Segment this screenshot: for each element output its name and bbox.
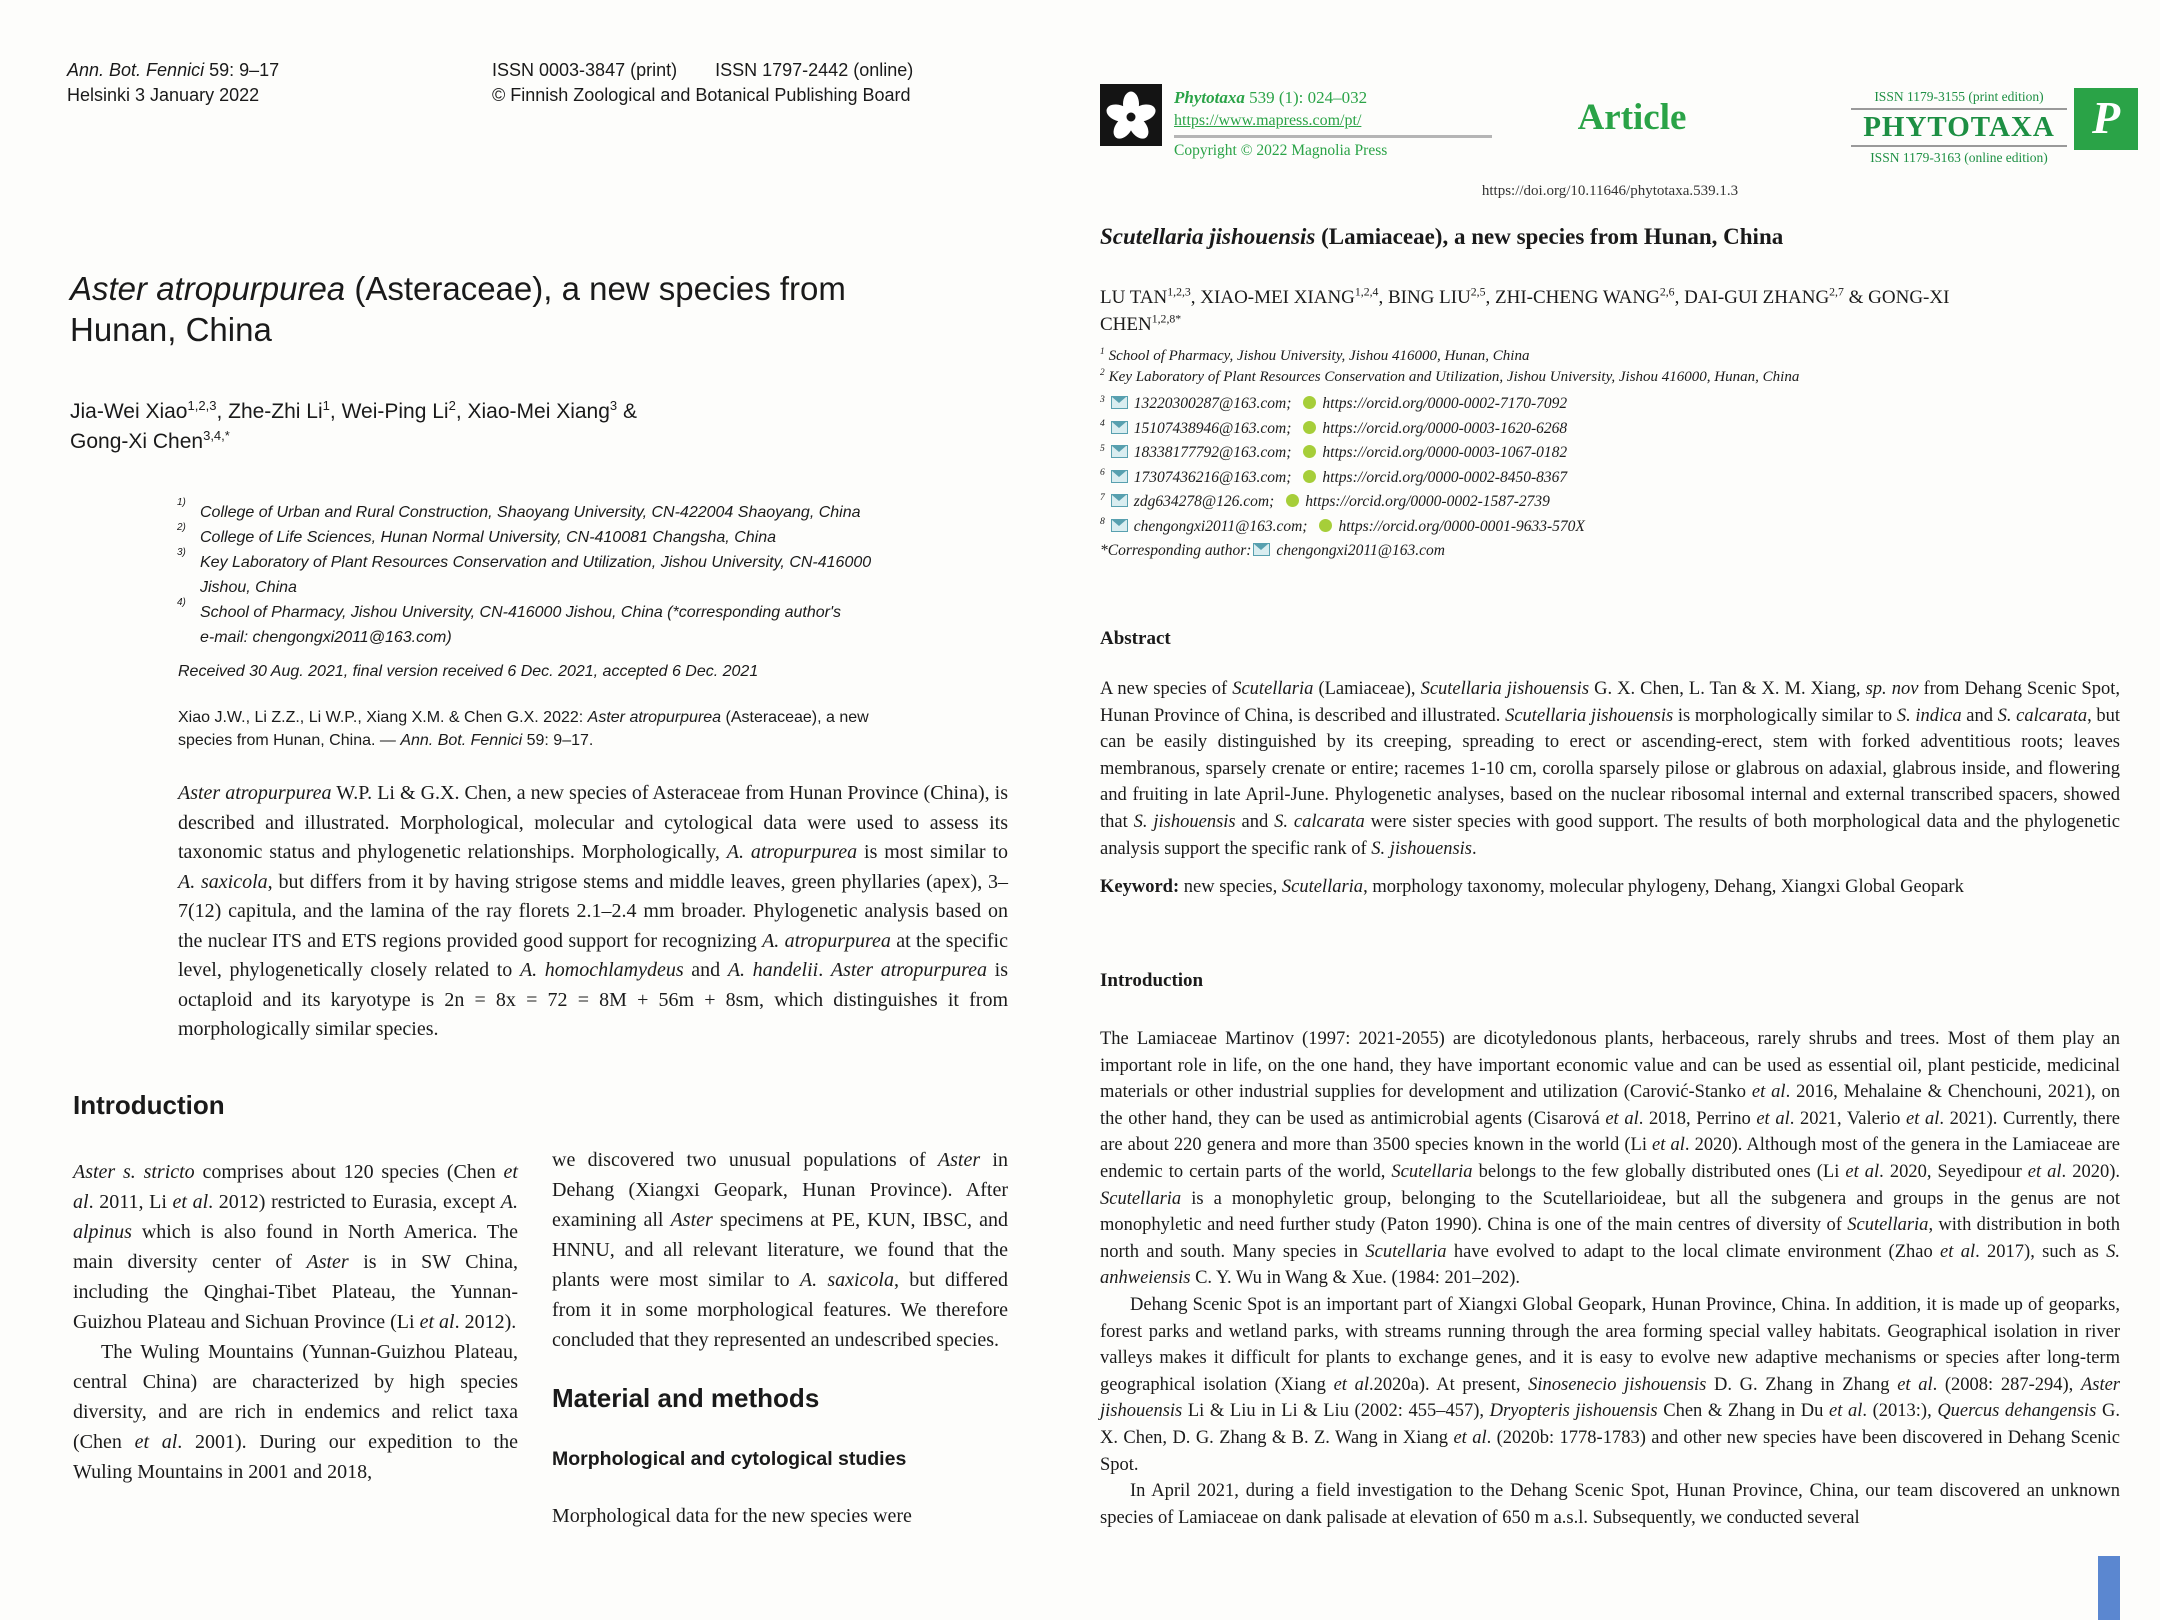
email-row [1100, 392, 2120, 417]
paper-title: Scutellaria jishouensis (Lamiaceae), a new species from Hunan, China [1100, 224, 1784, 249]
author-number: 4 [1100, 418, 1105, 430]
envelope-icon [1111, 396, 1128, 409]
phytotaxa-flower-logo [1100, 84, 1162, 146]
issn-online: ISSN 1797-2442 (online) [715, 60, 914, 80]
affiliations-list [177, 497, 1006, 650]
author-number: 7 [1100, 491, 1105, 503]
envelope-icon [1111, 470, 1128, 483]
issn-print: ISSN 0003-3847 (print) [492, 60, 678, 80]
envelope-icon [1111, 494, 1128, 507]
envelope-icon [1111, 519, 1128, 532]
issn-online-line: ISSN 1179-3163 (online edition) [1870, 150, 2048, 165]
affiliation-text: Key Laboratory of Plant Resources Conservation and Utilization, Jishou University, CN-416000 Jishou, China [200, 554, 872, 596]
email-row [1100, 515, 2120, 540]
phytotaxa-issn-box [1851, 88, 2067, 167]
recommended-citation: Xiao J.W., Li Z.Z., Li W.P., Xiang X.M. & Chen G.X. 2022: Aster atropurpurea (Asteraceae), a new species from Hunan, China. — Ann. Bot. Fennici 59: 9–17. [178, 709, 869, 749]
orcid-link[interactable]: https://orcid.org/0000-0002-1587-2739 [1305, 493, 1550, 510]
journal-citation-block [67, 58, 279, 108]
mapress-url-link[interactable]: https://www.mapress.com/pt/ [1174, 112, 1362, 129]
publisher-copyright-line: © Finnish Zoological and Botanical Publishing Board [492, 85, 911, 105]
phytotaxa-p-logo: P [2074, 88, 2138, 150]
paper-title: Aster atropurpurea (Asteraceae), a new species from Hunan, China [70, 270, 846, 348]
orcid-link[interactable]: https://orcid.org/0000-0003-1620-6268 [1322, 419, 1568, 437]
email-row [1100, 417, 2120, 442]
intro-paragraph-3: we discovered two unusual populations of Aster in Dehang (Xiangxi Geopark, Hunan Province). After examining all Aster specimens at PE, KUN, IBSC, and HNNU, and all relevant literature, we found that the plants were most similar to A. saxicola, but differed from it in some morphological features. We therefore concluded that they represented an undescribed species. [552, 1149, 1008, 1351]
affiliation-number: 1 [1100, 347, 1105, 357]
affiliation-item: 4) School of Pharmacy, Jishou University, CN-416000 Jishou, China (*corresponding author's e-mail: chengongxi2011@163.com) [177, 597, 841, 646]
author-emails-list [1100, 392, 2120, 564]
methods-subheading: Morphological and cytological studies [552, 1448, 907, 1470]
received-dates-line: Received 30 Aug. 2021, final version received 6 Dec. 2021, accepted 6 Dec. 2021 [178, 663, 759, 680]
affiliation-item: 3) Key Laboratory of Plant Resources Conservation and Utilization, Jishou University, CN-416000 Jishou, China [177, 547, 872, 596]
affiliation-text: School of Pharmacy, Jishou University, CN-416000 Jishou, China (*corresponding author's e-mail: chengongxi2011@163.com) [200, 604, 841, 646]
keywords-line: Keyword: new species, Scutellaria, morphology taxonomy, molecular phylogeny, Dehang, Xiangxi Global Geopark [1100, 877, 1964, 897]
corresponding-label: *Corresponding author: [1100, 542, 1252, 559]
author-email-link[interactable]: 13220300287@163.com; [1133, 395, 1292, 412]
orcid-icon [1286, 494, 1299, 507]
intro-column-left [73, 1090, 518, 1487]
orcid-link[interactable]: https://orcid.org/0000-0002-7170-7092 [1322, 395, 1568, 412]
article-type-badge: Article [1577, 97, 1687, 138]
email-row [1100, 490, 2120, 515]
issn-block [492, 58, 1012, 108]
orcid-icon [1303, 445, 1316, 458]
affiliation-text: College of Urban and Rural Construction, Shaoyang University, CN-422004 Shaoyang, China [200, 504, 861, 521]
affiliation-text: Key Laboratory of Plant Resources Conservation and Utilization, Jishou University, Jishou 416000, Hunan, China [1108, 369, 1800, 385]
author-number: 8 [1100, 516, 1105, 528]
abstract-heading: Abstract [1100, 628, 1171, 649]
affiliation-item: 1) College of Urban and Rural Construction, Shaoyang University, CN-422004 Shaoyang, China [177, 497, 861, 521]
issn-print-line: ISSN 1179-3155 (print edition) [1874, 89, 2044, 104]
intro-paragraph-2: The Wuling Mountains (Yunnan-Guizhou Plateau, central China) are characterized by high species diversity, and are rich in endemics and relict taxa (Chen et al. 2001). During our expedition to the Wuling Mountains in 2001 and 2018, [73, 1341, 518, 1483]
journal-volume-line: Ann. Bot. Fennici 59: 9–17 [67, 60, 280, 80]
journal-info-block [1174, 86, 1504, 161]
introduction-body [1100, 1026, 2120, 1531]
author-email-link[interactable]: 18338177792@163.com; [1133, 444, 1292, 461]
orcid-icon [1303, 421, 1316, 434]
author-email-link[interactable]: 17307436216@163.com; [1133, 468, 1292, 486]
affiliation-text: College of Life Sciences, Hunan Normal University, CN-410081 Changsha, China [200, 529, 776, 546]
email-row [1100, 466, 2120, 491]
intro-paragraph-1: The Lamiaceae Martinov (1997: 2021-2055) are dicotyledonous plants, herbaceous, rarely shrubs and trees. Most of them play an important role in life, on the one hand, they have important economic value and can be used as essential oil, plant pesticide, medicinal materials or other industrial supplies for development and utilization (Carović-Stanko et al. 2016, Mehalaine & Chenchouni, 2021), on the other hand, they can be used as antimicrobial agents (Cisarová et al. 2018, Perrino et al. 2021, Valerio et al. 2021). Currently, there are about 220 genera and more than 3500 species known in the world (Li et al. 2020). Although most of the genera in the Lamiaceae are endemic to certain parts of the world, Scutellaria belongs to the few globally distributed ones (Li et al. 2020, Seyedipour et al. 2020). Scutellaria is a monophyletic group, belonging to the Scutellarioideae, but all the subgenera and groups in the genus are not monophyletic and need further study (Paton 1990). China is one of the main centres of diversity of Scutellaria, with distribution in both north and south. Many species in Scutellaria have evolved to adapt to the local climate environment (Zhao et al. 2017), such as S. anhweiensis C. Y. Wu in Wang & Xue. (1984: 201–202). [1100, 1029, 2121, 1289]
copyright-line: Copyright © 2022 Magnolia Press [1174, 142, 1388, 159]
affiliations-list [1100, 346, 2120, 388]
intro-paragraph-3: In April 2021, during a field investigation to the Dehang Scenic Spot, Hunan Province, China, our team discovered an unknown species of Lamiaceae on dank palisade at elevation of 650 m a.s.l. Subsequently, we conducted several [1100, 1481, 2120, 1528]
author-email-link[interactable]: 15107438946@163.com; [1133, 419, 1292, 437]
introduction-heading: Introduction [1100, 970, 1204, 991]
email-row [1100, 441, 2120, 466]
corresponding-email-link[interactable]: chengongxi2011@163.com [1276, 542, 1445, 559]
corresponding-author-line [1100, 539, 2120, 564]
abstract-paragraph: A new species of Scutellaria (Lamiaceae), Scutellaria jishouensis G. X. Chen, L. Tan & X. M. Xiang, sp. nov from Dehang Scenic Spot, Hunan Province of China, is described and illustrated. Scutellaria jishouensis is morphologically similar to S. indica and S. calcarata, but can be easily distinguished by its creeping, spreading to erect or ascending-erect, stem with forked adventitious roots; leaves membranous, sparsely crenate or entire; racemes 1-10 cm, corolla sparsely pilose or glabrous on adaxial, glabrous inside, and flowering and fruiting in late April-June. Phylogenetic analyses, based on the nuclear ribosomal internal and external transcribed spacers, showed that S. jishouensis and S. calcarata were sister species with good support. The results of both morphological data and the phylogenetic analysis support the specific rank of S. jishouensis. [1100, 679, 2121, 859]
affiliation-number: 2 [1100, 368, 1105, 378]
divider-rule [1174, 135, 1492, 138]
orcid-icon [1303, 396, 1316, 409]
affiliation-item [1100, 367, 2120, 388]
blue-page-edge [2098, 1556, 2120, 1620]
authors-line: Jia-Wei Xiao$^{1,2,3}$, Zhe-Zhi Li$^1$, Wei-Ping Li$^2$, Xiao-Mei Xiang$^3$ & Gong-Xi Chen$^{3,4,*}$ [70, 398, 637, 453]
author-email-link[interactable]: zdg634278@126.com; [1133, 493, 1275, 510]
affiliation-item [1100, 346, 2120, 367]
orcid-icon [1319, 519, 1332, 532]
journal-date-line: Helsinki 3 January 2022 [67, 85, 260, 105]
author-number: 6 [1100, 467, 1105, 479]
affiliation-text: School of Pharmacy, Jishou University, Jishou 416000, Hunan, China [1108, 348, 1530, 364]
introduction-heading: Introduction [73, 1090, 225, 1120]
methods-heading: Material and methods [552, 1383, 820, 1413]
envelope-icon [1111, 445, 1128, 458]
affiliation-item: 2) College of Life Sciences, Hunan Normal University, CN-410081 Changsha, China [177, 522, 776, 546]
author-email-link[interactable]: chengongxi2011@163.com; [1133, 517, 1308, 535]
orcid-link[interactable]: https://orcid.org/0000-0001-9633-570X [1338, 517, 1585, 535]
envelope-icon [1111, 421, 1128, 434]
author-number: 5 [1100, 442, 1105, 454]
orcid-link[interactable]: https://orcid.org/0000-0002-8450-8367 [1322, 468, 1568, 486]
doi-link[interactable]: https://doi.org/10.11646/phytotaxa.539.1.3 [1481, 183, 1739, 199]
author-number: 3 [1100, 393, 1105, 405]
flower-icon [1100, 84, 1162, 146]
phytotaxa-logotype: PHYTOTAXA [1851, 108, 2067, 147]
methods-paragraph: Morphological data for the new species were [552, 1505, 912, 1527]
authors-line: LU TAN$^{1,2,3}$, XIAO-MEI XIANG$^{1,2,4}$, BING LIU$^{2,5}$, ZHI-CHENG WANG$^{2,6}$, DAI-GUI ZHANG$^{2,7}$ & GONG-XI $CHEN^{1,2,8*}$ [1100, 285, 1950, 335]
orcid-icon [1303, 470, 1316, 483]
orcid-link[interactable]: https://orcid.org/0000-0003-1067-0182 [1322, 444, 1568, 461]
abstract-paragraph: Aster atropurpurea W.P. Li & G.X. Chen, a new species of Asteraceae from Hunan Province (China), is described and illustrated. Morphological, molecular and cytological data were used to assess its taxonomic status and phylogenetic relationships. Morphologically, A. atropurpurea is most similar to A. saxicola, but differs from it by having strigose stems and middle leaves, green phyllaries (apex), 3–7(12) capitula, and the lamina of the ray florets 2.1–2.4 mm broader. Phylogenetic analysis based on the nuclear ITS and ETS regions provided good support for recognizing A. atropurpurea at the specific level, phylogenetically closely related to A. homochlamydeus and A. handelii. Aster atropurpurea is octaploid and its karyotype is 2n = 8x = 72 = 8M + 56m + 8sm, which distinguishes it from morphologically similar species. [178, 782, 1009, 1040]
intro-paragraph-1: Aster s. stricto comprises about 120 species (Chen et al. 2011, Li et al. 2012) restricted to Eurasia, except A. alpinus which is also found in North America. The main diversity center of Aster is in SW China, including the Qinghai-Tibet Plateau, the Yunnan-Guizhou Plateau and Sichuan Province (Li et al. 2012). [73, 1161, 518, 1333]
issn-line [492, 58, 1012, 83]
journal-volume-line: Phytotaxa 539 (1): 024–032 [1174, 88, 1368, 107]
envelope-icon [1253, 543, 1270, 556]
intro-paragraph-2: Dehang Scenic Spot is an important part of Xiangxi Global Geopark, Hunan Province, China. In addition, it is made up of geoparks, forest parks and wetland parks, with streams running through the area forming special valley habitats. Geographical isolation in river valleys makes it difficult for plants to exchange genes, and it is easy to evolve new adaptive mechanisms or species after long-term geographical isolation (Xiang et al.2020a). At present, Sinosenecio jishouensis D. G. Zhang in Zhang et al. (2008: 287-294), Aster jishouensis Li & Liu in Li & Liu (2002: 455–457), Dryopteris jishouensis Chen & Zhang in Du et al. (2013:), Quercus dehangensis G. X. Chen, D. G. Zhang & B. Z. Wang in Xiang et al. (2020b: 1778-1783) and other new species have been discovered in Dehang Scenic Spot. [1100, 1294, 2120, 1475]
intro-column-right [552, 1145, 1008, 1531]
